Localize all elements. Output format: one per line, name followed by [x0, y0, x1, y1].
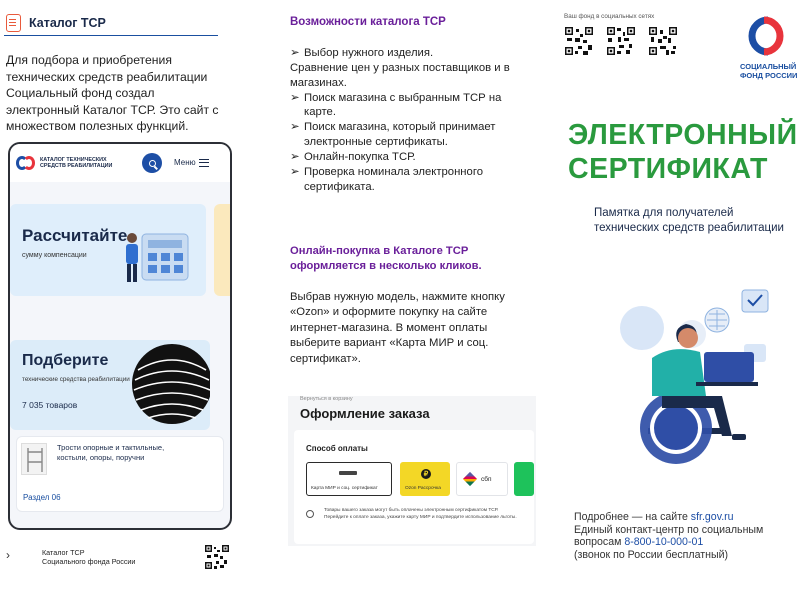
qr-code-icon[interactable] — [648, 26, 678, 56]
brochure-subtitle: Памятка для получателей технических средств реабилитации — [594, 207, 784, 234]
feature-text: Онлайн-покупка ТСР. — [304, 151, 416, 164]
contact-line-site — [574, 511, 800, 524]
left-header-title: Каталог ТСР — [29, 15, 106, 30]
certificate-note: Товары вашего заказа могут быть оплачены электронным сертификатом ТСР. Перейдите к оплате заказа, укажите карту МИР и подтвердите использование льготы. — [324, 508, 517, 520]
order-heading: Оформление заказа — [300, 406, 430, 421]
payment-option-label: сбп — [481, 476, 492, 483]
arrow-bullet-icon: ➢ — [290, 166, 300, 179]
feature-text: Выбор нужного изделия. — [304, 47, 434, 59]
online-purchase-subtitle: Онлайн-покупка в Каталоге ТСР оформляется в несколько кликов. — [290, 245, 482, 272]
feature-item — [290, 91, 526, 120]
order-screenshot — [288, 396, 536, 546]
brochure-title-line2: СЕРТИФИКАТ — [568, 153, 768, 185]
feature-item — [290, 120, 526, 149]
menu-button[interactable] — [174, 158, 209, 167]
check-circle-icon — [306, 510, 314, 518]
left-panel — [0, 0, 232, 600]
org-name-line2: ФОНД РОССИИ — [740, 71, 798, 80]
payment-option-more[interactable] — [514, 462, 534, 496]
wheelchair-user-illustration — [592, 278, 792, 498]
sfr-logo-icon — [740, 14, 794, 58]
brochure-title — [568, 118, 798, 186]
pick-card-title: Подберите — [22, 352, 109, 369]
org-name-line1: СОЦИАЛЬНЫЙ — [740, 62, 797, 71]
pick-card[interactable] — [10, 340, 210, 430]
feature-item — [290, 61, 526, 90]
pick-card-subtitle: технические средства реабилитации — [22, 376, 130, 383]
arrow-bullet-icon: ➢ — [290, 151, 300, 164]
hamburger-icon — [199, 159, 209, 167]
left-intro-text: Для подбора и приобретения технических средств реабилитации Социальный фонд создал электронный Каталог ТСР. Это сайт с множеством полезных функций. — [6, 53, 219, 133]
calculate-card-title: Рассчитайте — [22, 226, 128, 245]
spiral-sphere-illustration — [128, 340, 210, 430]
phone-top-bar — [10, 144, 230, 182]
contact-line-center: Единый контакт-центр по социальным — [574, 523, 764, 536]
contact-info — [574, 511, 800, 561]
calculator-person-illustration — [120, 226, 206, 286]
features-list — [290, 46, 526, 195]
chevron-right-icon: › — [6, 548, 10, 562]
contact-line-phone — [574, 536, 800, 549]
org-name — [740, 62, 797, 80]
site-link[interactable]: sfr.gov.ru — [690, 511, 734, 523]
back-to-cart-link[interactable]: Вернуться в корзину — [300, 396, 353, 402]
left-footer-line2: Социального фонда России — [42, 557, 136, 566]
phone-link[interactable]: 8-800-10-000-01 — [624, 536, 704, 549]
feature-item — [290, 46, 526, 61]
payment-option-ozon-installment[interactable] — [400, 462, 450, 496]
ozon-coin-icon: ₽ — [421, 469, 431, 479]
left-footer-line1: Каталог ТСР — [42, 548, 85, 557]
phone-mockup — [8, 142, 232, 530]
social-networks-label: Ваш фонд в социальных сетях — [564, 13, 655, 20]
catalog-features-title: Возможности каталога ТСР — [290, 16, 446, 28]
payment-option-label: Карта МИР и соц. сертификат — [311, 486, 378, 491]
walker-icon — [21, 443, 47, 475]
phone-brand-text: КАТАЛОГ ТЕХНИЧЕСКИХ СРЕДСТВ РЕАБИЛИТАЦИИ — [40, 157, 113, 169]
search-icon[interactable] — [142, 153, 162, 173]
online-purchase-body: Выбрав нужную модель, нажмите кнопку «Ozon» и оформите покупку на сайте интернет-магазина. В момент оплаты выберите вариант «Карта МИР и соц. сертификат». — [290, 291, 505, 365]
qr-code-icon[interactable] — [204, 544, 230, 570]
payment-option-mir-certificate[interactable] — [306, 462, 392, 496]
document-icon — [6, 14, 21, 32]
payment-method-label: Способ оплаты — [306, 444, 368, 453]
contact-site-prefix: Подробнее — на сайте — [574, 511, 691, 523]
menu-label: Меню — [174, 158, 196, 167]
payment-option-label: Ozon Рассрочка — [405, 486, 441, 491]
middle-panel — [276, 0, 530, 600]
feature-text: Поиск магазина с выбранным ТСР на карте. — [304, 91, 502, 119]
qr-code-icon[interactable] — [606, 26, 636, 56]
feature-item — [290, 150, 526, 165]
payment-panel — [294, 430, 534, 544]
feature-text: Проверка номинала электронного сертификата. — [304, 166, 483, 193]
contact-line-free: (звонок по России бесплатный) — [574, 548, 729, 561]
feature-item — [290, 165, 526, 194]
side-card-peek — [214, 204, 232, 296]
sfr-logo-icon — [16, 154, 36, 172]
payment-option-sbp[interactable] — [456, 462, 508, 496]
left-footer — [6, 544, 232, 570]
product-category-title: Трости опорные и тактильные, костыли, опоры, поручни — [57, 443, 165, 462]
product-category-section: Раздел 06 — [23, 493, 61, 502]
pick-card-count: 7 035 товаров — [22, 400, 78, 410]
contact-phone-prefix: вопросам — [574, 536, 625, 549]
left-header — [4, 10, 218, 36]
arrow-bullet-icon: ➢ — [290, 91, 300, 104]
arrow-bullet-icon: ➢ — [290, 47, 300, 59]
qr-code-icon[interactable] — [564, 26, 594, 56]
feature-text: Поиск магазина, который принимает электронные сертификаты. — [304, 121, 496, 149]
brochure-title-line1: ЭЛЕКТРОННЫЙ — [568, 119, 798, 151]
product-category-card[interactable] — [16, 436, 224, 512]
mir-card-icon — [339, 471, 357, 475]
calculate-card[interactable] — [10, 204, 206, 296]
left-footer-text — [42, 548, 135, 566]
right-panel — [552, 0, 800, 600]
calculate-card-subtitle: сумму компенсации — [22, 252, 87, 259]
arrow-bullet-icon: ➢ — [290, 121, 300, 134]
feature-text: Сравнение цен у разных поставщиков и в магазинах. — [290, 62, 510, 89]
sbp-logo-icon — [463, 472, 477, 486]
